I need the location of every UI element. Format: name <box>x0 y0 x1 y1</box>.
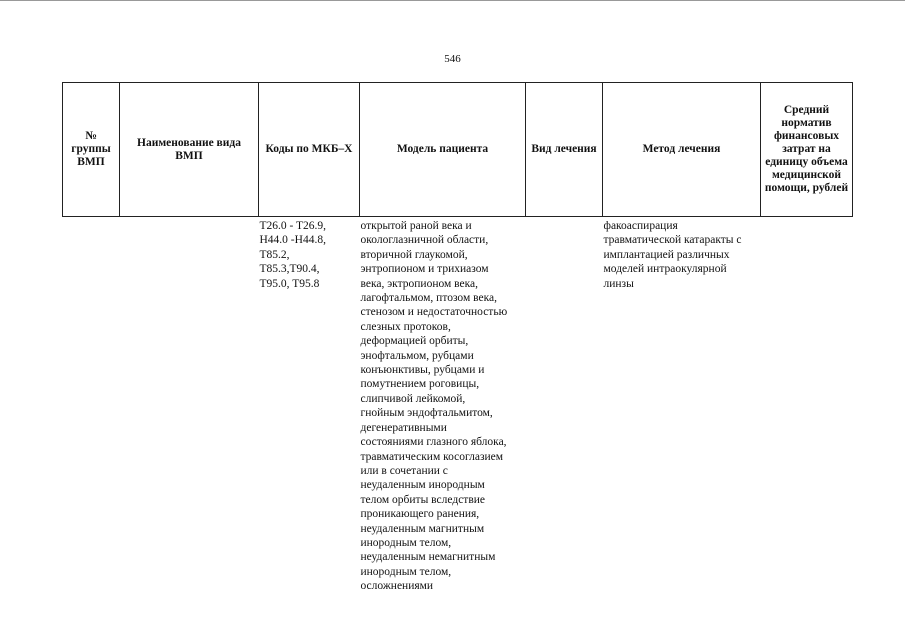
cell-icd-codes <box>259 217 360 594</box>
patient-model-line: энофтальмом, рубцами <box>360 349 474 362</box>
patient-model-line: гнойным эндофтальмитом, <box>360 407 493 420</box>
header-vmp-name: Наименование вида ВМП <box>120 83 259 217</box>
cell-treatment-method <box>603 217 761 594</box>
patient-model-line: осложнениями <box>360 580 434 593</box>
cell-patient-model <box>360 217 526 594</box>
treatment-method-line: моделей интраокулярной <box>603 263 727 276</box>
icd-code-line: T95.0, T95.8 <box>259 277 320 290</box>
header-icd-codes: Коды по МКБ–Х <box>259 83 360 217</box>
patient-model-line: состояниями глазного яблока, <box>360 436 507 449</box>
patient-model-line: вторичной глаукомой, <box>360 248 468 261</box>
vmp-table <box>62 82 853 594</box>
patient-model-line: века, эктропионом века, <box>360 277 479 290</box>
patient-model-line: деформацией орбиты, <box>360 335 469 348</box>
cell-cost <box>761 217 853 594</box>
patient-model-line: телом орбиты вследствие <box>360 493 486 506</box>
patient-model-line: инородным телом, <box>360 565 452 578</box>
treatment-method-line: имплантацией различных <box>603 248 730 261</box>
patient-model-line: энтропионом и трихиазом <box>360 263 489 276</box>
treatment-method-line: линзы <box>603 277 634 290</box>
treatment-method-line: факоаспирация <box>603 220 678 232</box>
header-treatment-type: Вид лечения <box>526 83 603 217</box>
page-number: 546 <box>444 53 461 65</box>
patient-model-line: окологлазничной области, <box>360 234 489 247</box>
header-cost: Средний норматив финансовых затрат на единицу объема медицинской помощи, рублей <box>761 83 853 217</box>
patient-model-line: инородным телом, <box>360 536 452 549</box>
patient-model-line: проникающего ранения, <box>360 508 480 521</box>
header-group-number: № группы ВМП <box>63 83 120 217</box>
treatment-method-line: травматической катаракты с <box>603 234 742 247</box>
patient-model-line: или в сочетании с <box>360 464 448 477</box>
patient-model-line: травматическим косоглазием <box>360 450 504 463</box>
patient-model-line: дегенеративными <box>360 421 447 434</box>
patient-model-line: помутнением роговицы, <box>360 378 480 391</box>
icd-code-line: T85.2, <box>259 248 290 261</box>
patient-model-line: неудаленным магнитным <box>360 522 485 535</box>
patient-model-line: слезных протоков, <box>360 320 451 333</box>
patient-model-line: слипчивой лейкомой, <box>360 392 466 405</box>
icd-code-line: H44.0 -H44.8, <box>259 234 326 247</box>
header-treatment-method: Метод лечения <box>603 83 761 217</box>
cell-group-number <box>63 217 120 594</box>
page-top-edge <box>0 0 905 1</box>
icd-code-line: T26.0 - T26.9, <box>259 220 327 232</box>
cell-vmp-name <box>120 217 259 594</box>
table-row <box>63 217 853 594</box>
patient-model-line: конъюнктивы, рубцами и <box>360 364 485 377</box>
patient-model-line: открытой раной века и <box>360 220 472 232</box>
cell-treatment-type <box>526 217 603 594</box>
table-header-row <box>63 83 853 217</box>
patient-model-line: неудаленным немагнитным <box>360 551 496 564</box>
icd-code-line: T85.3,T90.4, <box>259 263 320 276</box>
patient-model-line: стенозом и недостаточностью <box>360 306 508 319</box>
header-patient-model: Модель пациента <box>360 83 526 217</box>
patient-model-line: неудаленным инородным <box>360 479 485 492</box>
patient-model-line: лагофтальмом, птозом века, <box>360 292 497 305</box>
